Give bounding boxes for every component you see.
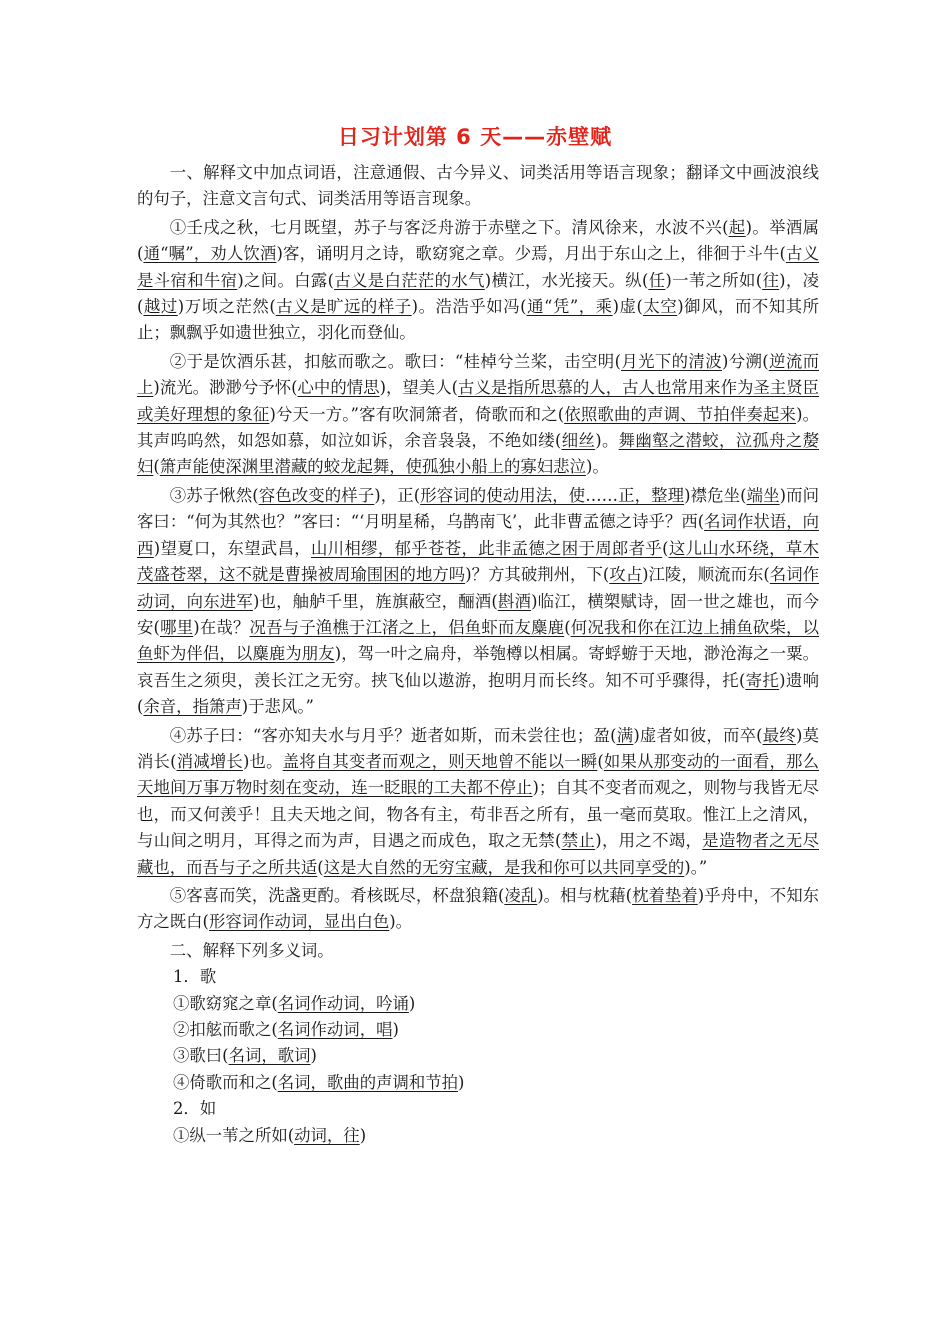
annotation-text: 余音，指箫声: [143, 697, 242, 717]
body-text: )。: [389, 912, 413, 932]
body-text: )万顷之茫然(: [177, 297, 276, 317]
body-text: (: [662, 538, 669, 558]
body-text: (: [564, 617, 571, 637]
body-text: )于悲风。”: [241, 697, 314, 717]
body-text: )遗响(: [137, 670, 819, 717]
body-text: ①纵一苇之所如(: [173, 1125, 295, 1145]
body-text: )莫消长(: [137, 725, 819, 771]
body-text: )江陵，顺流而东(: [642, 565, 770, 585]
annotation-text: 消减增长: [176, 751, 243, 771]
annotation-text: 古义是旷远的样子: [275, 297, 412, 317]
annotation-text: 名词作动词，唱: [277, 1020, 393, 1039]
body-text: ): [359, 1125, 367, 1145]
annotation-text: 名词作动词，向东进军: [137, 565, 820, 611]
document-body: [137, 158, 819, 1149]
body-text: )襟危坐(: [684, 485, 747, 505]
annotation-text: 这是大自然的无穷宝藏，是我和你可以共同享受的: [323, 857, 685, 877]
body-text: ): [458, 1072, 465, 1092]
annotation-text: 名词作状语，向西: [137, 512, 820, 558]
annotation-text: 古义是斗宿和牛宿: [137, 244, 819, 290]
body-text: )，驾一叶之扁舟，举匏樽以相属。寄蜉蝣于天地，渺沧海之一粟。哀吾生之须臾，羡长江之无穷。挟飞仙以遨游，抱明月而长终。知不可乎骤得，托(: [137, 644, 819, 690]
annotation-text: 通“凭”，乘: [526, 297, 613, 317]
word-sense-item: [137, 1123, 819, 1149]
annotation-text: 名词，歌曲的声调和节拍: [277, 1072, 459, 1092]
annotation-text: 斟酒: [497, 591, 532, 611]
annotation-text: 这儿山水环绕，草木茂盛苍翠，这不就是曹操被周瑜围困的地方吗: [137, 538, 820, 585]
body-text: )。其声呜呜然，如怨如慕，如泣如诉，余音袅袅，不绝如缕(: [137, 404, 820, 451]
word-sense-item: [137, 1043, 819, 1069]
annotation-text: 形容词作动词，显出白色: [208, 912, 390, 932]
body-text: )之间。白露(: [237, 270, 335, 290]
paragraph-5: [137, 883, 819, 936]
body-text: )望夏口，东望武昌，: [153, 538, 311, 558]
body-text: ): [310, 1046, 317, 1066]
annotation-text: 名词，歌词: [228, 1046, 311, 1066]
body-text: (: [597, 751, 604, 771]
annotation-text: 哪里: [159, 617, 194, 637]
annotation-text: 是造物者之无尽藏也，而吾与子之所共适: [137, 831, 820, 877]
annotation-text: 况吾与子渔樵于江渚之上，侣鱼虾而友麋鹿: [249, 617, 565, 637]
paragraph-4: [137, 723, 819, 881]
annotation-text: 何况我和你在江边上捕鱼砍柴，以鱼虾为伴侣，以麋鹿为朋友: [137, 617, 820, 664]
body-text: )客，诵明月之诗，歌窈窕之章。少焉，月出于东山之上，徘徊于斗牛(: [276, 244, 786, 264]
annotation-text: 容色改变的样子: [258, 485, 375, 505]
body-text: ③苏子愀然(: [169, 485, 259, 505]
section-heading-2: 二、解释下列多义词。: [169, 940, 334, 960]
annotation-text: 寄托: [745, 670, 780, 690]
annotation-text: 攻占: [609, 565, 643, 585]
annotation-text: 枕着垫着: [632, 885, 698, 905]
body-text: ②于是饮酒乐甚，扣舷而歌之。歌曰：“桂棹兮兰桨，击空明(: [169, 351, 621, 371]
paragraph-1: [137, 215, 819, 347]
body-text: ①壬戌之秋，七月既望，苏子与客泛舟游于赤壁之下。清风徐来，水波不兴(: [169, 217, 729, 237]
word-group-label: 1．歌: [173, 967, 217, 987]
body-text: )，凌(: [137, 270, 820, 317]
body-text: )虚者如彼，而卒(: [633, 725, 763, 745]
annotation-text: 逆流而上: [137, 351, 819, 398]
annotation-text: 箫声能使深渊里潜藏的蛟龙起舞，使孤独小船上的寡妇悲泣: [159, 457, 586, 477]
body-text: )？方其破荆州，下(: [465, 565, 610, 585]
body-text: )。举酒属(: [137, 217, 819, 264]
body-text: )兮天一方。”客有吹洞箫者，倚歌而和之(: [269, 404, 565, 424]
annotation-text: 舞幽壑之潜蛟，泣孤舟之嫠妇: [137, 431, 819, 477]
annotation-text: 凌乱: [504, 885, 538, 905]
paragraph-2: [137, 349, 819, 481]
annotation-text: 山川相缪，郁乎苍苍，此非孟德之困于周郎者乎: [310, 538, 663, 558]
body-text: )。相与枕藉(: [537, 885, 633, 905]
annotation-text: 满: [616, 725, 634, 745]
word-sense-item: [137, 1070, 819, 1096]
body-text: )也。: [242, 751, 283, 771]
body-text: )，正(: [374, 485, 421, 505]
body-text: (: [153, 457, 160, 477]
word-group-label: 2．如: [173, 1099, 217, 1119]
body-text: ①歌窈窕之章(: [173, 993, 278, 1013]
body-text: )。: [595, 431, 619, 451]
annotation-text: 细丝: [561, 431, 596, 451]
page-title: 日习计划第 6 天——赤壁赋: [337, 125, 613, 149]
annotation-text: 形容词的使动用法，使……正，整理: [420, 485, 685, 505]
body-text: ②扣舷而歌之(: [173, 1020, 278, 1039]
body-text: ③歌曰(: [173, 1046, 229, 1066]
body-text: )流光。渺渺兮予怀(: [153, 378, 298, 398]
body-text: )。”: [684, 857, 708, 877]
paragraph-3: [137, 483, 819, 721]
annotation-text: 越过: [143, 297, 178, 317]
word-sense-item: [137, 991, 819, 1017]
body-text: ④苏子曰：“客亦知夫水与月乎？逝者如斯，而未尝往也；盈(: [169, 725, 617, 745]
body-text: )，望美人(: [379, 378, 459, 398]
section-heading-1: 一、解释文中加点词语，注意通假、古今异义、词类活用等语言现象；翻译文中画波浪线的句子，注意文言句式、词类活用等语言现象。: [137, 163, 819, 209]
annotation-text: 心中的情思: [297, 378, 380, 398]
annotation-text: 端坐: [746, 485, 780, 505]
body-text: )，用之不竭，: [595, 831, 703, 851]
word-sense-item: [137, 1017, 819, 1043]
annotation-text: 动词，往: [294, 1125, 360, 1145]
body-text: )。浩浩乎如冯(: [411, 297, 527, 317]
body-text: )在哉？: [193, 617, 250, 637]
body-text: )临江，横槊赋诗，固一世之雄也，而今安(: [137, 591, 819, 637]
body-text: )兮溯(: [721, 351, 769, 371]
annotation-text: 盖将自其变者而观之，则天地曾不能以一瞬: [282, 751, 598, 771]
annotation-text: 任: [648, 270, 666, 290]
body-text: )横江，水光接天。纵(: [484, 270, 649, 290]
body-text: )御风，而不知其所止；飘飘乎如遗世独立，羽化而登仙。: [137, 297, 820, 343]
annotation-text: 依照歌曲的声调、节拍伴奏起来: [564, 404, 797, 424]
annotation-text: 古义是白茫茫的水气: [334, 270, 485, 290]
body-text: ④倚歌而和之(: [173, 1072, 278, 1092]
body-text: ): [408, 993, 416, 1013]
body-text: )而问客曰：“何为其然也？”客曰：“‘月明星稀，乌鹊南飞’，此非曹孟德之诗乎？西(: [137, 485, 820, 532]
body-text: )。: [585, 457, 609, 477]
annotation-text: 名词作动词，吟诵: [277, 993, 409, 1013]
annotation-text: 往: [762, 270, 780, 290]
annotation-text: 最终: [762, 725, 796, 745]
annotation-text: 通“嘱”，劝人饮酒: [143, 244, 277, 264]
annotation-text: 如果从那变动的一面看，那么天地间万事万物时刻在变动，连一眨眼的工夫都不停止: [137, 751, 820, 798]
body-text: )一苇之所如(: [665, 270, 763, 290]
annotation-text: 月光下的清波: [620, 351, 722, 371]
body-text: )乎舟中，不知东方之既白(: [137, 885, 819, 932]
annotation-text: 古义是指所思慕的人，古人也常用来作为圣主贤臣或美好理想的象征: [137, 378, 820, 424]
annotation-text: 禁止: [561, 831, 596, 851]
body-text: )虚(: [612, 297, 643, 317]
annotation-text: 起: [728, 217, 746, 237]
body-text: )也，舳舻千里，旌旗蔽空，酾酒(: [252, 591, 498, 611]
body-text: )；自其不变者而观之，则物与我皆无尽也，而又何羡乎！且夫天地之间，物各有主，苟非吾之所有，虽一毫而莫取。惟江上之清风，与山间之明月，耳得之而为声，目遇之而成色，取之无禁(: [137, 778, 819, 851]
body-text: (: [317, 857, 324, 877]
annotation-text: 太空: [642, 297, 678, 317]
body-text: ⑤客喜而笑，洗盏更酌。肴核既尽，杯盘狼籍(: [169, 885, 505, 905]
body-text: ): [392, 1020, 399, 1039]
